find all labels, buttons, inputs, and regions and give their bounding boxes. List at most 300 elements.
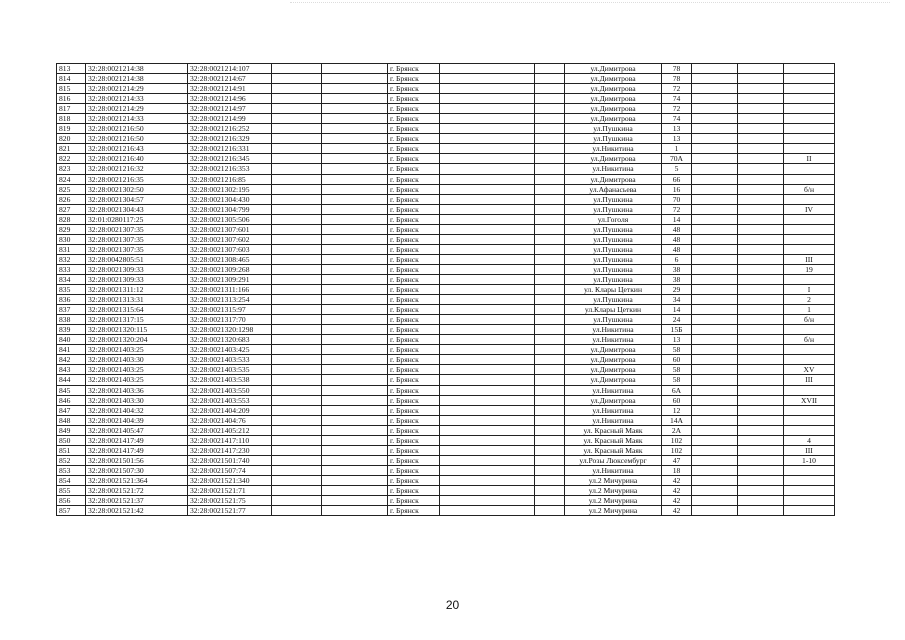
room-number-cell: II [784,154,835,164]
row-number-cell: 813 [57,64,86,74]
row-number-cell: 829 [57,224,86,234]
empty-cell [535,94,565,104]
source-cadastral-cell: 32:28:0021521:37 [86,496,188,506]
street-cell: ул.Пушкина [565,295,662,305]
city-cell: г. Брянск [388,496,440,506]
row-number-cell: 821 [57,144,86,154]
city-cell: г. Брянск [388,425,440,435]
room-number-cell [784,274,835,284]
house-number-cell: 72 [662,204,692,214]
street-cell: ул.Димитрова [565,345,662,355]
empty-cell [738,445,784,455]
row-number-cell: 834 [57,274,86,284]
house-number-cell: 60 [662,355,692,365]
house-number-cell: 66 [662,174,692,184]
street-cell: ул.Димитрова [565,395,662,405]
empty-cell [535,325,565,335]
empty-cell [692,94,738,104]
row-number-cell: 841 [57,345,86,355]
empty-cell [692,355,738,365]
source-cadastral-cell: 32:28:0021404:32 [86,405,188,415]
room-number-cell [784,94,835,104]
empty-cell [272,285,322,295]
empty-cell [322,496,388,506]
table-row [57,144,835,154]
city-cell: г. Брянск [388,264,440,274]
empty-cell [692,264,738,274]
house-number-cell: 38 [662,264,692,274]
room-number-cell [784,405,835,415]
house-number-cell: 18 [662,465,692,475]
empty-cell [692,74,738,84]
empty-cell [535,104,565,114]
empty-cell [272,475,322,485]
table-row [57,254,835,264]
table-row [57,455,835,465]
empty-cell [440,254,535,264]
source-cadastral-cell: 32:28:0021214:33 [86,94,188,104]
street-cell: ул.Никитина [565,144,662,154]
empty-cell [322,244,388,254]
city-cell: г. Брянск [388,435,440,445]
house-number-cell: 42 [662,496,692,506]
object-cadastral-cell: 32:28:0021309:268 [188,264,272,274]
room-number-cell: I [784,285,835,295]
empty-cell [692,496,738,506]
house-number-cell: 48 [662,234,692,244]
empty-cell [322,475,388,485]
page-number: 20 [445,598,460,612]
empty-cell [738,194,784,204]
table-row [57,84,835,94]
empty-cell [440,485,535,495]
city-cell: г. Брянск [388,445,440,455]
street-cell: ул.Никитина [565,325,662,335]
city-cell: г. Брянск [388,475,440,485]
empty-cell [692,506,738,516]
room-number-cell: III [784,375,835,385]
source-cadastral-cell: 32:28:0021403:25 [86,345,188,355]
source-cadastral-cell: 32:28:0021214:38 [86,74,188,84]
room-number-cell [784,114,835,124]
object-cadastral-cell: 32:28:0021507:74 [188,465,272,475]
table-row [57,114,835,124]
empty-cell [272,84,322,94]
empty-cell [692,485,738,495]
room-number-cell [784,355,835,365]
empty-cell [440,395,535,405]
empty-cell [535,74,565,84]
empty-cell [692,315,738,325]
city-cell: г. Брянск [388,244,440,254]
empty-cell [440,435,535,445]
empty-cell [272,295,322,305]
object-cadastral-cell: 32:28:0021403:533 [188,355,272,365]
object-cadastral-cell: 32:28:0021315:97 [188,305,272,315]
empty-cell [692,214,738,224]
object-cadastral-cell: 32:28:0021403:535 [188,365,272,375]
empty-cell [322,305,388,315]
house-number-cell: 48 [662,244,692,254]
table-row [57,305,835,315]
row-number-cell: 855 [57,485,86,495]
empty-cell [738,285,784,295]
street-cell: ул.Пушкина [565,124,662,134]
empty-cell [535,224,565,234]
object-cadastral-cell: 32:28:0021404:209 [188,405,272,415]
empty-cell [692,405,738,415]
empty-cell [692,295,738,305]
object-cadastral-cell: 32:28:0021403:538 [188,375,272,385]
source-cadastral-cell: 32:01:0280117:25 [86,214,188,224]
object-cadastral-cell: 32:28:0021307:601 [188,224,272,234]
object-cadastral-cell: 32:28:0021216:329 [188,134,272,144]
empty-cell [535,134,565,144]
table-row [57,224,835,234]
house-number-cell: 72 [662,84,692,94]
street-cell: ул.2 Мичурина [565,485,662,495]
source-cadastral-cell: 32:28:0021214:29 [86,104,188,114]
empty-cell [535,315,565,325]
empty-cell [440,455,535,465]
empty-cell [440,64,535,74]
empty-cell [322,405,388,415]
room-number-cell: XVII [784,395,835,405]
empty-cell [535,375,565,385]
source-cadastral-cell: 32:28:0021315:64 [86,305,188,315]
empty-cell [272,465,322,475]
empty-cell [440,465,535,475]
city-cell: г. Брянск [388,325,440,335]
room-number-cell [784,104,835,114]
room-number-cell [784,64,835,74]
street-cell: ул.Никитина [565,385,662,395]
empty-cell [272,204,322,214]
street-cell: ул.Димитрова [565,84,662,94]
empty-cell [692,154,738,164]
empty-cell [738,345,784,355]
table-body [57,64,835,516]
empty-cell [322,375,388,385]
street-cell: ул.Димитрова [565,74,662,84]
empty-cell [535,244,565,254]
object-cadastral-cell: 32:28:0021320:683 [188,335,272,345]
empty-cell [272,435,322,445]
street-cell: ул.Димитрова [565,104,662,114]
empty-cell [738,506,784,516]
source-cadastral-cell: 32:28:0021214:38 [86,64,188,74]
street-cell: ул.Пушкина [565,194,662,204]
street-cell: ул.Пушкина [565,134,662,144]
city-cell: г. Брянск [388,214,440,224]
empty-cell [272,114,322,124]
object-cadastral-cell: 32:28:0021304:430 [188,194,272,204]
empty-cell [272,164,322,174]
empty-cell [440,104,535,114]
empty-cell [272,496,322,506]
empty-cell [272,144,322,154]
row-number-cell: 822 [57,154,86,164]
row-number-cell: 816 [57,94,86,104]
source-cadastral-cell: 32:28:0021417:49 [86,435,188,445]
object-cadastral-cell: 32:28:0021214:67 [188,74,272,84]
source-cadastral-cell: 32:28:0021405:47 [86,425,188,435]
empty-cell [322,445,388,455]
house-number-cell: 48 [662,224,692,234]
table-row [57,345,835,355]
empty-cell [440,345,535,355]
empty-cell [440,204,535,214]
house-number-cell: 6А [662,385,692,395]
empty-cell [322,134,388,144]
empty-cell [535,64,565,74]
table-row [57,395,835,405]
table-row [57,385,835,395]
empty-cell [692,114,738,124]
empty-cell [692,234,738,244]
empty-cell [738,134,784,144]
empty-cell [738,84,784,94]
city-cell: г. Брянск [388,114,440,124]
city-cell: г. Брянск [388,104,440,114]
empty-cell [692,124,738,134]
empty-cell [322,144,388,154]
house-number-cell: 74 [662,114,692,124]
object-cadastral-cell: 32:28:0021317:70 [188,315,272,325]
room-number-cell [784,425,835,435]
empty-cell [692,345,738,355]
street-cell: ул. Красный Маяк [565,425,662,435]
empty-cell [535,415,565,425]
empty-cell [535,465,565,475]
empty-cell [322,415,388,425]
empty-cell [535,365,565,375]
empty-cell [322,395,388,405]
street-cell: ул.Гоголя [565,214,662,224]
empty-cell [440,375,535,385]
table-row [57,435,835,445]
empty-cell [322,174,388,184]
empty-cell [272,244,322,254]
house-number-cell: 13 [662,335,692,345]
house-number-cell: 14 [662,305,692,315]
house-number-cell: 78 [662,64,692,74]
empty-cell [535,305,565,315]
empty-cell [738,94,784,104]
city-cell: г. Брянск [388,154,440,164]
empty-cell [322,114,388,124]
source-cadastral-cell: 32:28:0021403:30 [86,395,188,405]
object-cadastral-cell: 32:28:0021214:99 [188,114,272,124]
street-cell: ул.2 Мичурина [565,496,662,506]
room-number-cell [784,244,835,254]
empty-cell [738,455,784,465]
empty-cell [322,74,388,84]
empty-cell [440,74,535,84]
table-row [57,325,835,335]
empty-cell [272,124,322,134]
street-cell: ул.Пушкина [565,244,662,254]
table-row [57,355,835,365]
row-number-cell: 819 [57,124,86,134]
empty-cell [535,435,565,445]
empty-cell [738,114,784,124]
empty-cell [272,375,322,385]
room-number-cell: III [784,254,835,264]
empty-cell [738,405,784,415]
object-cadastral-cell: 32:28:0021304:799 [188,204,272,214]
empty-cell [272,274,322,284]
empty-cell [535,405,565,415]
object-cadastral-cell: 32:28:0021404:76 [188,415,272,425]
empty-cell [322,214,388,224]
house-number-cell: 42 [662,485,692,495]
empty-cell [272,64,322,74]
empty-cell [535,445,565,455]
empty-cell [535,485,565,495]
empty-cell [535,164,565,174]
street-cell: ул.Розы Люксембург [565,455,662,465]
empty-cell [440,496,535,506]
empty-cell [738,164,784,174]
house-number-cell: 42 [662,506,692,516]
empty-cell [535,234,565,244]
empty-cell [738,355,784,365]
empty-cell [322,224,388,234]
object-cadastral-cell: 32:28:0021308:465 [188,254,272,264]
city-cell: г. Брянск [388,124,440,134]
row-number-cell: 824 [57,174,86,184]
table-row [57,234,835,244]
table-row [57,184,835,194]
empty-cell [535,184,565,194]
empty-cell [272,214,322,224]
object-cadastral-cell: 32:28:0021309:291 [188,274,272,284]
table-row [57,74,835,84]
object-cadastral-cell: 32:28:0021521:75 [188,496,272,506]
table-row [57,164,835,174]
empty-cell [738,74,784,84]
source-cadastral-cell: 32:28:0021216:50 [86,134,188,144]
street-cell: ул.Димитрова [565,365,662,375]
empty-cell [272,264,322,274]
object-cadastral-cell: 32:28:0021216:353 [188,164,272,174]
table-row [57,204,835,214]
house-number-cell: 38 [662,274,692,284]
room-number-cell [784,224,835,234]
row-number-cell: 857 [57,506,86,516]
source-cadastral-cell: 32:28:0021216:40 [86,154,188,164]
row-number-cell: 843 [57,365,86,375]
room-number-cell [784,496,835,506]
row-number-cell: 856 [57,496,86,506]
empty-cell [535,214,565,224]
room-number-cell: б/н [784,315,835,325]
row-number-cell: 823 [57,164,86,174]
empty-cell [738,144,784,154]
object-cadastral-cell: 32:28:0021307:603 [188,244,272,254]
city-cell: г. Брянск [388,315,440,325]
empty-cell [272,134,322,144]
empty-cell [322,345,388,355]
empty-cell [440,335,535,345]
street-cell: ул. Клары Цеткин [565,285,662,295]
table-row [57,64,835,74]
source-cadastral-cell: 32:28:0021403:36 [86,385,188,395]
empty-cell [322,485,388,495]
empty-cell [535,425,565,435]
empty-cell [272,174,322,184]
table-row [57,475,835,485]
house-number-cell: 60 [662,395,692,405]
house-number-cell: 5 [662,164,692,174]
empty-cell [535,264,565,274]
empty-cell [692,445,738,455]
room-number-cell [784,194,835,204]
house-number-cell: 70 [662,194,692,204]
empty-cell [440,134,535,144]
empty-cell [535,345,565,355]
empty-cell [322,254,388,264]
empty-cell [440,164,535,174]
object-cadastral-cell: 32:28:0021521:77 [188,506,272,516]
city-cell: г. Брянск [388,355,440,365]
empty-cell [738,264,784,274]
empty-cell [738,395,784,405]
house-number-cell: 29 [662,285,692,295]
row-number-cell: 831 [57,244,86,254]
empty-cell [738,496,784,506]
street-cell: ул.Пушкина [565,264,662,274]
empty-cell [535,174,565,184]
empty-cell [535,295,565,305]
city-cell: г. Брянск [388,184,440,194]
object-cadastral-cell: 32:28:0021214:91 [188,84,272,94]
street-cell: ул.Пушкина [565,254,662,264]
table-row [57,445,835,455]
street-cell: ул.Никитина [565,415,662,425]
empty-cell [692,84,738,94]
city-cell: г. Брянск [388,506,440,516]
row-number-cell: 827 [57,204,86,214]
house-number-cell: 58 [662,365,692,375]
object-cadastral-cell: 32:28:0021214:97 [188,104,272,114]
row-number-cell: 844 [57,375,86,385]
empty-cell [535,355,565,365]
empty-cell [272,355,322,365]
row-number-cell: 835 [57,285,86,295]
room-number-cell: 4 [784,435,835,445]
city-cell: г. Брянск [388,335,440,345]
room-number-cell [784,506,835,516]
room-number-cell: 19 [784,264,835,274]
room-number-cell [784,485,835,495]
object-cadastral-cell: 32:28:0021417:230 [188,445,272,455]
empty-cell [322,455,388,465]
source-cadastral-cell: 32:28:0021307:35 [86,234,188,244]
house-number-cell: 47 [662,455,692,465]
empty-cell [692,224,738,234]
empty-cell [535,475,565,485]
empty-cell [738,244,784,254]
house-number-cell: 12 [662,405,692,415]
street-cell: ул.Никитина [565,335,662,345]
empty-cell [692,335,738,345]
empty-cell [272,385,322,395]
row-number-cell: 850 [57,435,86,445]
empty-cell [692,144,738,154]
object-cadastral-cell: 32:28:0021214:96 [188,94,272,104]
